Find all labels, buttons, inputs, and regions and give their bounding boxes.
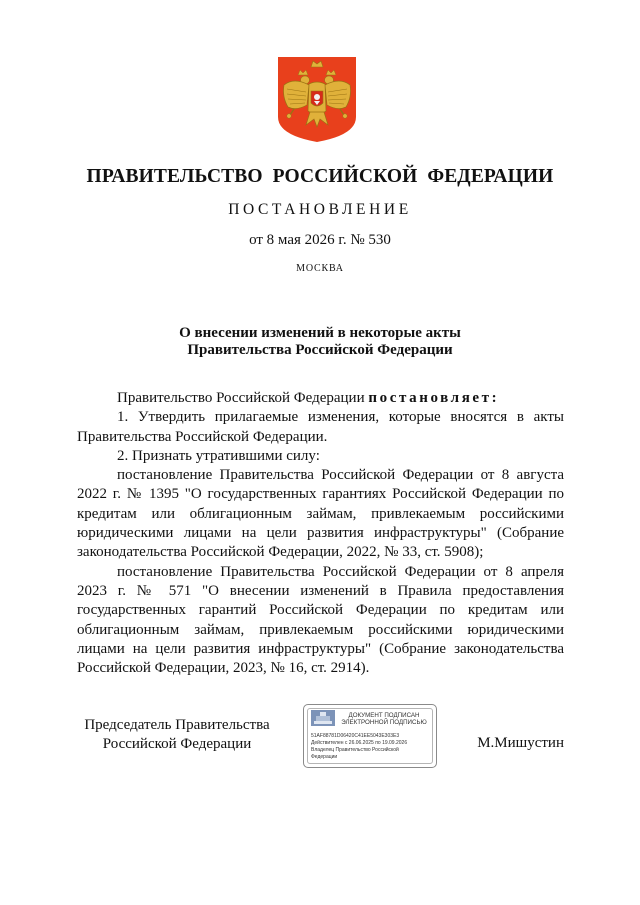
stamp-heading-line: ДОКУМЕНТ ПОДПИСАН [348, 712, 420, 719]
signatory-position [77, 716, 277, 754]
subject-line: Правительства Российской Федерации [187, 342, 453, 358]
government-building-icon [311, 710, 335, 726]
position-line: Российской Федерации [102, 736, 252, 752]
stamp-heading-line: ЭЛЕКТРОННОЙ ПОДПИСЬЮ [341, 719, 427, 727]
document-city: МОСКВА [296, 263, 344, 274]
russian-coat-of-arms-icon [276, 55, 358, 144]
subject-line: О внесении изменений в некоторые акты [179, 325, 461, 341]
certificate-validity: Действителен с 26.06.2025 по 19.09.2026 [311, 740, 408, 746]
title-word: ФЕДЕРАЦИИ [427, 166, 554, 187]
decree-verb: постановляет: [368, 390, 500, 406]
document-type: ПОСТАНОВЛЕНИЕ [228, 201, 412, 218]
position-line: Председатель Правительства [84, 717, 270, 733]
repealed-act-2: постановление Правительства Российской Федерации от 8 апреля 2023 г. № 571 "О внесении изменений в Правила предоставления государственных гарантий Российской Федерации по кредитам или облигационным займам, привлекаемым российскими юридическими лицами на цели развития инфраструктуры" (Собрание законодательства Российской Федерации, 2023, № 16, ст. 2914). [77, 563, 564, 677]
stamp-details [311, 733, 435, 761]
stamp-heading [338, 712, 430, 727]
electronic-signature-stamp [303, 704, 437, 768]
intro-paragraph [77, 389, 564, 408]
certificate-number: 51AF88781D06420C41EE5043E303E3 [311, 733, 400, 739]
title-word: РОССИЙСКОЙ [272, 166, 418, 187]
certificate-owner: Владелец Правительство Российской [311, 747, 399, 753]
repealed-act-1: постановление Правительства Российской Федерации от 8 августа 2022 г. № 1395 "О государственных гарантиях Российской Федерации по кредитам или облигационным займам, привлекаемым российскими юридическими лицами на цели развития инфраструктуры" (Собрание законодательства Российской Федерации, 2022, № 33, ст. 5908); [77, 467, 564, 561]
document-date-number: от 8 мая 2026 г. № 530 [249, 232, 391, 248]
document-body [77, 389, 564, 678]
intro-text: Правительство Российской Федерации [117, 390, 369, 406]
item-2-paragraph: 2. Признать утратившими силу: [117, 447, 320, 464]
signer-name: М.Мишустин [477, 735, 564, 751]
item-1-paragraph: 1. Утвердить прилагаемые изменения, которые вносятся в акты Правительства Российской Федерации. [77, 409, 564, 445]
government-title [0, 166, 640, 188]
document-subject [0, 325, 640, 359]
title-word: ПРАВИТЕЛЬСТВО [86, 166, 263, 187]
certificate-owner: Федерации [311, 754, 338, 760]
